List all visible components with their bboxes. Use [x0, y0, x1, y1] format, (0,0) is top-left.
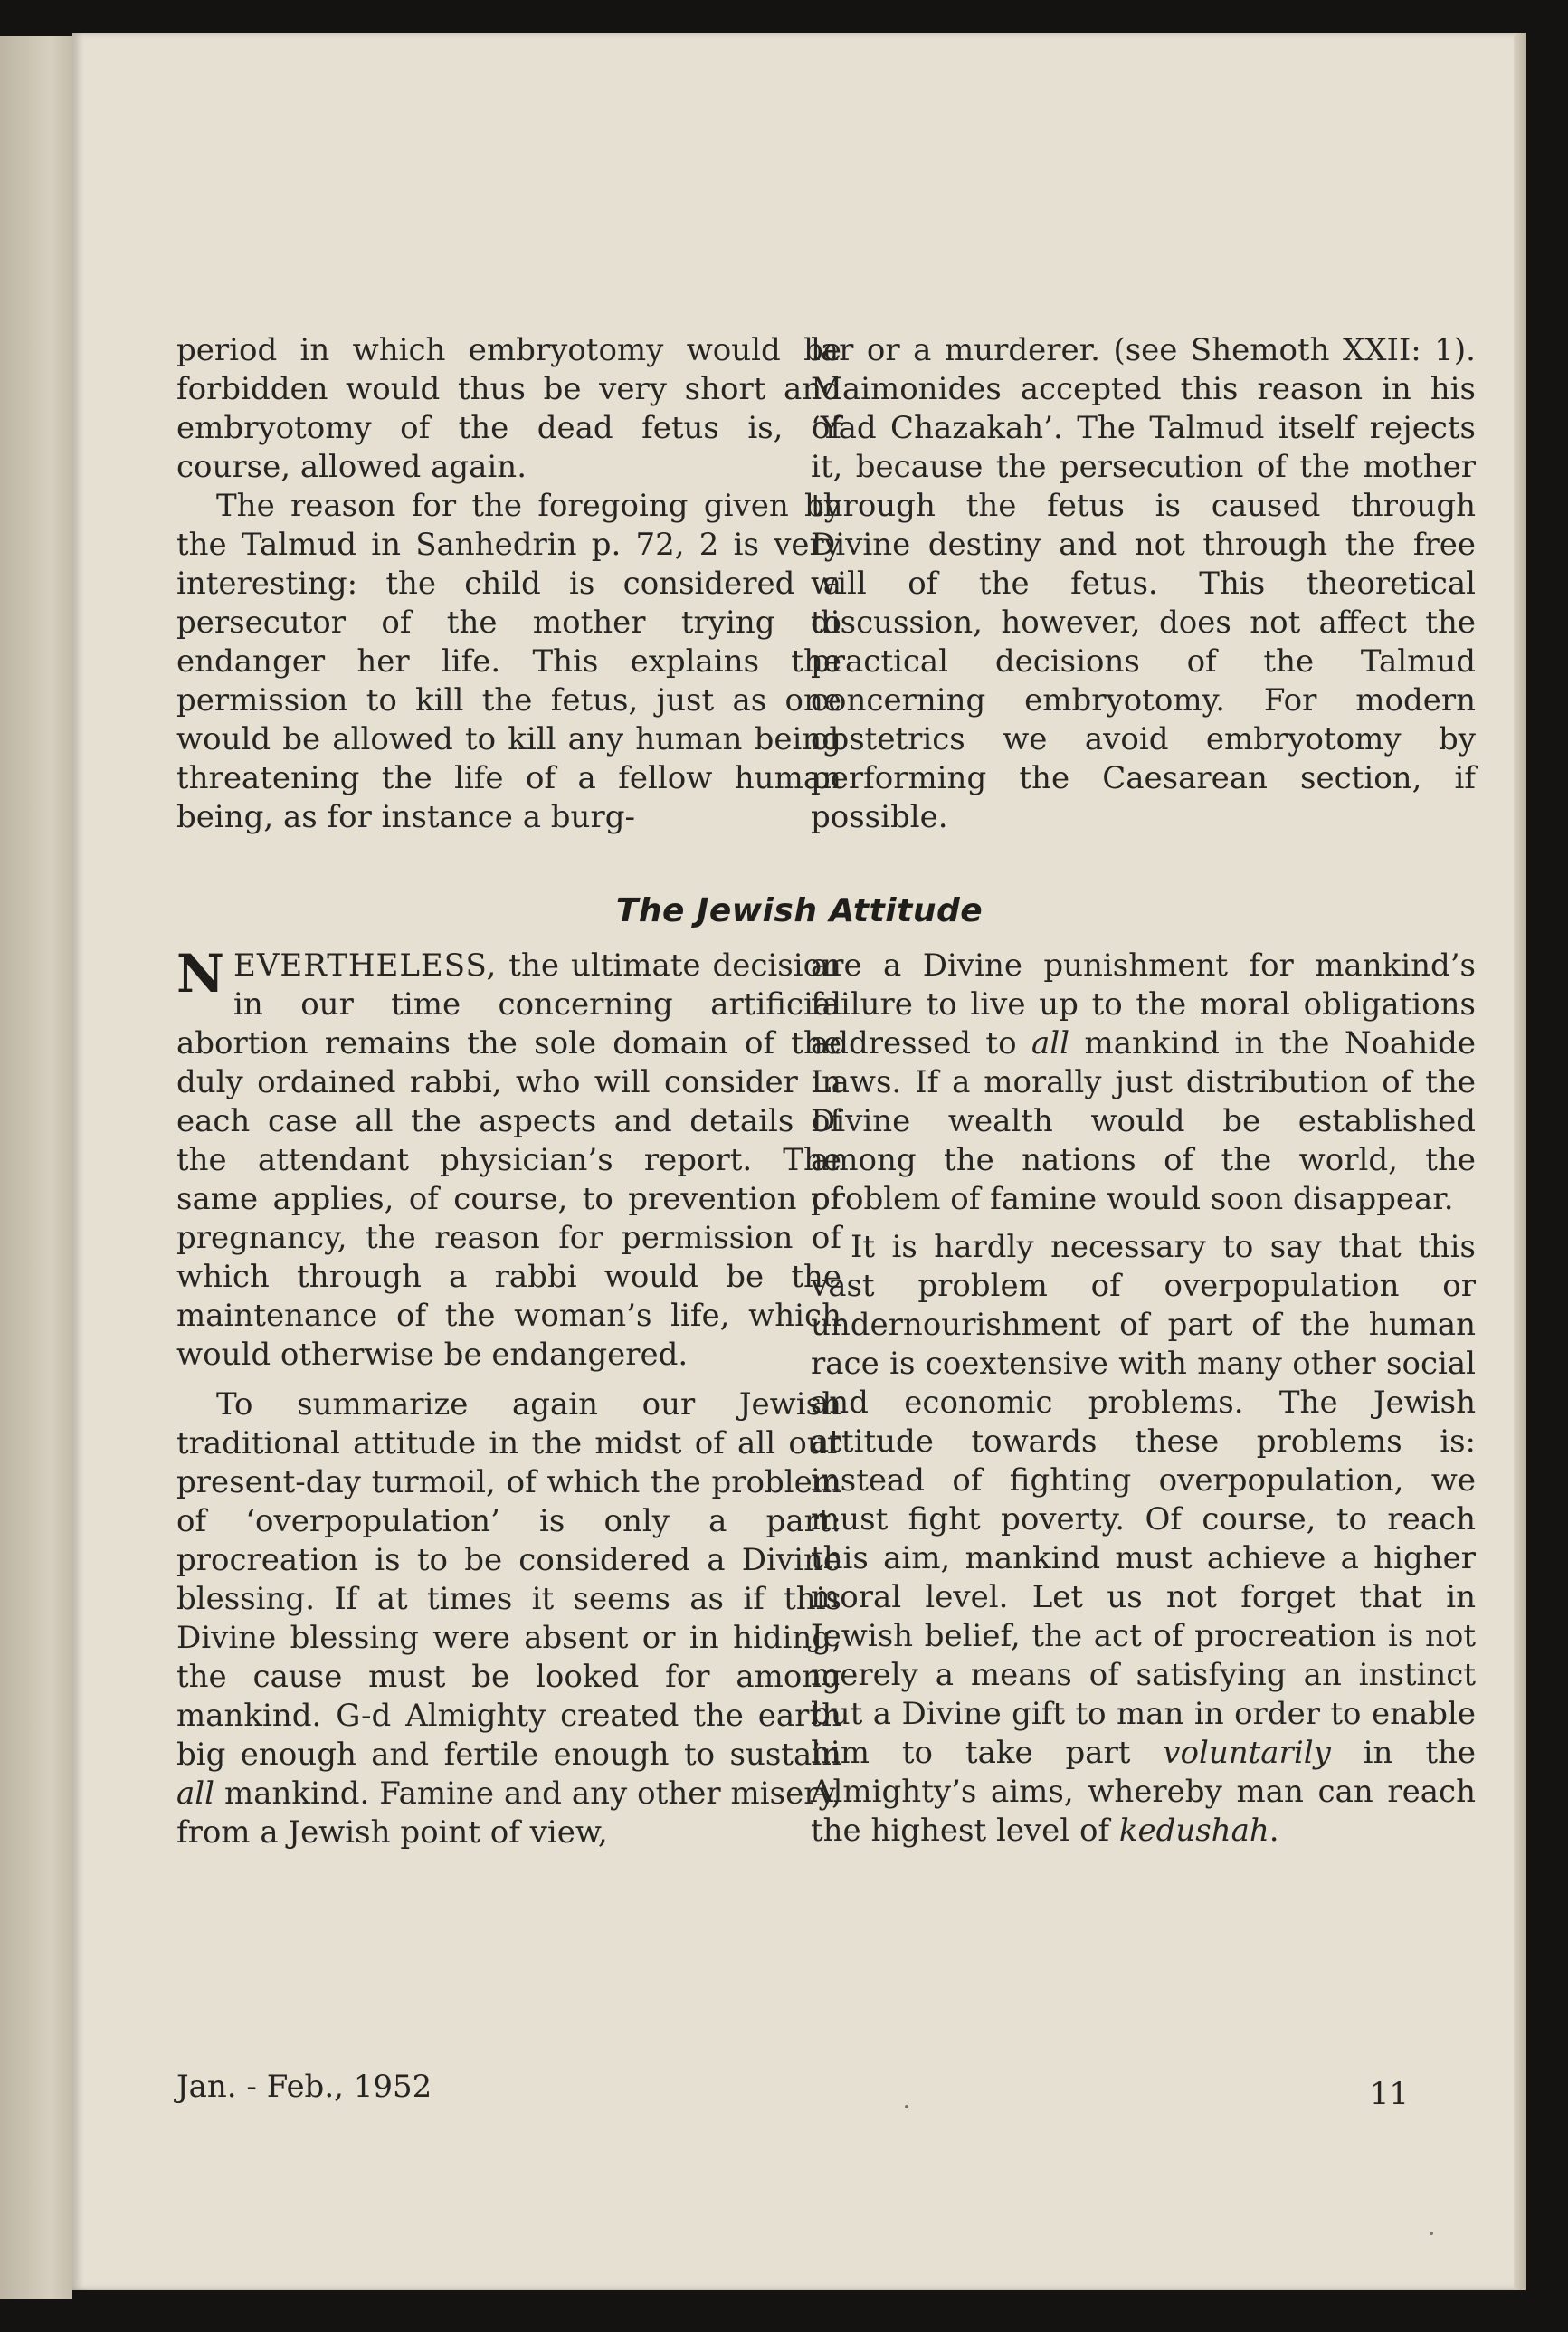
page-edge	[1514, 33, 1526, 2290]
text-run: the ultimate decision in our time concerning artificial abortion remains the sole domain of the duly ordained rabbi, who will consider in each case all the aspects and details of the attendant physician’s report. The same applies, of course, to prevention of pregnancy, the reason for permission of which through a rabbi would be the maintenance of the woman’s life, which would otherwise be endangered.	[176, 947, 841, 1373]
text-run: It is hardly necessary to say that this vast problem of overpopulation or undernourishment of part of the human race is coextensive with many other social and economic problems. The Jewish attitude towards these problems is: instead of fighting overpopulation, we must fight poverty. Of course, to reach this aim, mankind must achieve a higher moral level. Let us not forget that in Jewish belief, the act of procreation is not merely a means of satisfying an instinct but a Divine gift to man in order to enable him to take part	[811, 1229, 1476, 1771]
top-right-column	[811, 331, 1476, 837]
lead-caps: EVERTHELESS,	[233, 947, 498, 984]
speck	[905, 2105, 908, 2108]
paragraph: period in which embryotomy would be forbidden would thus be very short and embryotomy of the dead fetus is, of course, allowed again.	[176, 332, 841, 485]
bottom-left-column	[176, 943, 841, 1852]
emphasis: all	[176, 1775, 215, 1812]
text-run: To summarize again our Jewish traditional attitude in the midst of all our present-day turmoil, of which the problem of ‘overpopulation’ is only a part: procreation is to be considered a Divine blessing. If at times it seems as if this Divine blessing were absent or in hiding, the cause must be looked for among mankind. G-d Almighty created the earth big enough and fertile enough to sustain	[176, 1386, 841, 1773]
paragraph	[811, 947, 1476, 1219]
text-run: mankind. Famine and any other misery, from a Jewish point of view,	[176, 1775, 841, 1851]
paragraph	[176, 943, 841, 1375]
paragraph	[176, 1385, 841, 1852]
text-run: in the Almighty’s aims, whereby man can reach the highest level of	[811, 1735, 1476, 1849]
page-number: 11	[1369, 2076, 1409, 2112]
issue-date: Jan. - Feb., 1952	[176, 2069, 432, 2105]
speck	[1430, 2232, 1433, 2235]
paragraph: The reason for the foregoing given by the Talmud in Sanhedrin p. 72, 2 is very interesting: the child is considered a persecutor of the mother trying to endanger her life. This explains the permission to kill the fetus, just as one would be allowed to kill any human being threatening the life of a fellow human being, as for instance a burg-	[176, 488, 841, 835]
bottom-right-column	[811, 947, 1476, 1851]
facing-page-edge	[0, 36, 72, 2299]
paragraph	[811, 1228, 1476, 1851]
section-heading: The Jewish Attitude	[615, 892, 984, 929]
text-run: are a Divine punishment for mankind’s failure to live up to the moral obligations addressed to	[811, 947, 1476, 1061]
drop-cap: N	[176, 943, 225, 1004]
emphasis: all	[1031, 1025, 1070, 1061]
text-run: .	[1269, 1813, 1279, 1849]
top-left-column	[176, 331, 841, 837]
emphasis: kedushah	[1118, 1813, 1269, 1849]
text-run: mankind in the Noahide Laws. If a morally just distribution of the Divine wealth would be established among the nations of the world, the problem of famine would soon disappear.	[811, 1025, 1476, 1217]
emphasis: voluntarily	[1163, 1735, 1331, 1771]
paragraph: lar or a murderer. (see Shemoth XXII: 1). Maimonides accepted this reason in his ‘Yad Chazakah’. The Talmud itself rejects it, because the persecution of the mother through the fetus is caused through Divine destiny and not through the free will of the fetus. This theoretical discussion, however, does not affect the practical decisions of the Talmud concerning embryotomy. For modern obstetrics we avoid embryotomy by performing the Caesarean section, if possible.	[811, 332, 1476, 835]
magazine-page	[72, 33, 1526, 2290]
